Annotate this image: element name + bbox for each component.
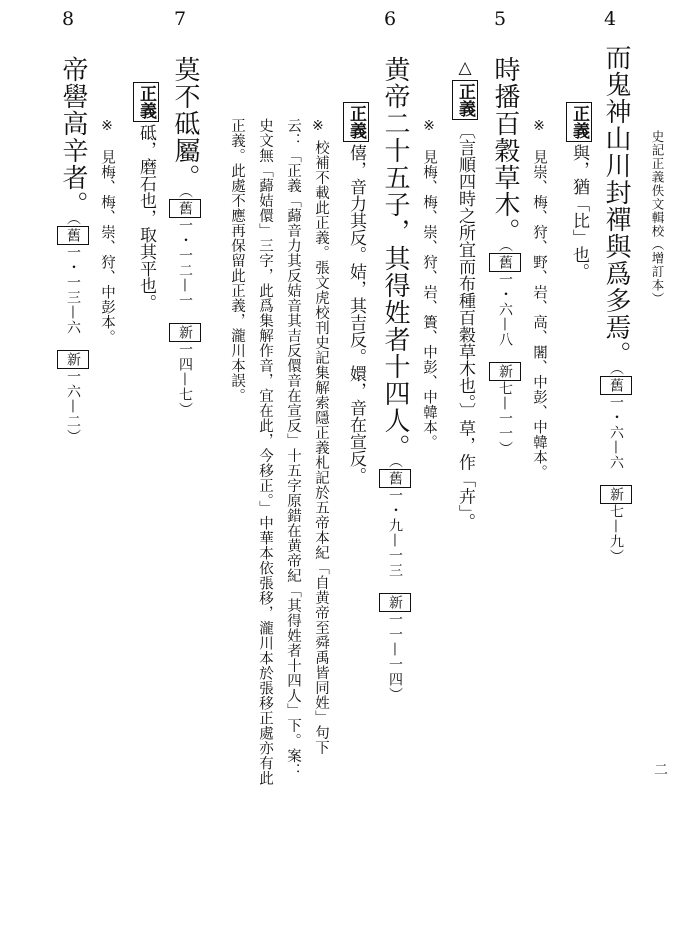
ref-new-label: 新	[169, 323, 201, 342]
main-text: 黄帝二十五子，其得姓者十四人。	[380, 56, 410, 461]
book-title: 史記正義佚文輯校（增訂本）	[650, 130, 665, 306]
annotation-text: 僖，音力其反。姞，其吉反。嬛，音在宣反。	[346, 144, 366, 484]
ref-new: 七—九	[608, 504, 624, 549]
entry-annotation	[343, 100, 369, 484]
note-mark: ※	[531, 118, 547, 135]
note-text: 見梅、梅、崇、狩、岩、簣、中彭、中韓本。	[421, 149, 437, 450]
ref-new-label: 新	[600, 485, 632, 504]
ref-old-label: 舊	[169, 199, 201, 218]
ref-new: 七—一一	[497, 381, 513, 441]
entry-annotation	[133, 80, 159, 311]
note-line: 云：「正義「蘬音力其反姞音其吉反儇音在宣反」十五字原錯在黄帝紀「其得姓者十四人」下。案：	[285, 118, 301, 778]
reference: （舊一・一二—一 新一四—七）	[177, 191, 193, 417]
reference: （舊一・九—一三 新一一—一四）	[387, 461, 403, 702]
reference: （舊一・一三—六 新一六—二）	[65, 218, 81, 444]
ref-old-label: 舊	[57, 226, 89, 245]
zhengyi-tag: 正義	[452, 80, 478, 120]
page-number: 二	[652, 762, 668, 776]
entry-note	[530, 118, 548, 480]
zhengyi-tag: 正義	[343, 102, 369, 142]
ref-old: 一・六—六	[608, 395, 624, 470]
entry-annotation	[452, 58, 478, 530]
entry-main-text	[599, 44, 633, 564]
ref-old: 一・六—八	[497, 272, 513, 347]
entry-main-text	[488, 56, 522, 456]
entry-main-text	[168, 56, 202, 417]
zhengyi-tag: 正義	[566, 102, 592, 142]
entry-note	[420, 118, 438, 450]
reference: （舊一・六—六 新七—九）	[608, 368, 624, 564]
zhengyi-tag: 正義	[133, 82, 159, 122]
entry-number: 6	[384, 8, 397, 30]
note-line: 史文無「蘬姞儇」三字，此爲集解作音，宜在此，今移正。」中華本依張移，瀧川本於張移正處亦有此	[257, 118, 273, 786]
annotation-text: 與，猶「比」也。	[569, 144, 589, 280]
ref-old-label: 舊	[489, 253, 521, 272]
entry-number: 8	[62, 8, 75, 30]
annotation-text: 〔言順四時之所宜而布種百穀草木也。〕草，作「卉」。	[455, 122, 475, 530]
ref-new-label: 新	[57, 350, 89, 369]
note-mark: ※	[421, 118, 437, 135]
main-text: 時播百穀草木。	[490, 56, 520, 245]
note-line: 校補不載此正義。張文虎校刊史記集解索隱正義札記於五帝本紀「自黄帝至舜禹皆同姓」句下	[313, 140, 329, 755]
note-mark: ※	[312, 118, 324, 134]
ref-new: 一六—二	[65, 369, 81, 429]
entry-note	[98, 118, 116, 345]
note-text: 見崇、梅、狩、野、岩、高、闍、中彭、中韓本。	[531, 149, 547, 480]
entry-main-text	[56, 56, 90, 444]
ref-old: 一・九—一三	[387, 488, 403, 578]
ref-old-label: 舊	[600, 376, 632, 395]
ref-new-label: 新	[379, 593, 411, 612]
entry-annotation	[566, 100, 592, 280]
ref-new: 一一—一四	[387, 612, 403, 687]
annotation-text: 砥，磨石也，取其平也。	[136, 124, 156, 311]
reference: （舊一・六—八 新七—一一）	[497, 245, 513, 456]
ref-old: 一・一二—一	[177, 218, 193, 308]
entry-main-text	[378, 56, 412, 702]
entry-number: 5	[494, 8, 507, 30]
annotation-prefix: △	[455, 58, 475, 78]
main-text: 而鬼神山川封禪與爲多焉。	[601, 44, 631, 368]
note-line: 正義。此處不應再保留此正義，瀧川本誤。	[229, 118, 245, 403]
ref-new-label: 新	[489, 362, 521, 381]
ref-old: 一・一三—六	[65, 245, 81, 335]
entry-number: 7	[174, 8, 187, 30]
ref-new: 一四—七	[177, 342, 193, 402]
note-mark: ※	[99, 118, 115, 135]
note-text: 見梅、梅、崇、狩、中彭本。	[99, 149, 115, 345]
entry-number: 4	[604, 8, 617, 30]
main-text: 帝嚳高辛者。	[58, 56, 88, 218]
ref-old-label: 舊	[379, 469, 411, 488]
main-text: 莫不砥屬。	[170, 56, 200, 191]
